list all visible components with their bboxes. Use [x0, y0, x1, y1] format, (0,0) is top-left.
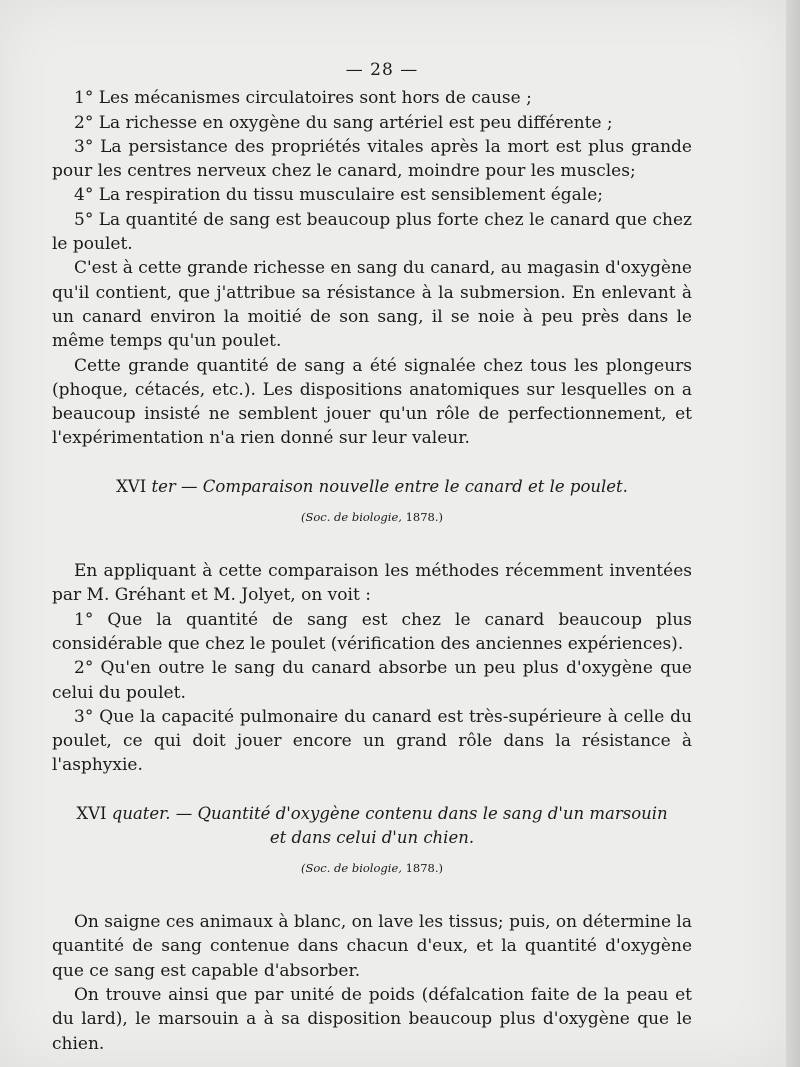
paragraph: Cette grande quantité de sang a été signalée chez tous les plongeurs (phoque, cétacés, etc.). Les dispositions anatomiques sur lesquelles on a beaucoup insisté ne semblent jouer qu'un rôle de perfectionnement, et l'expérimentation n'a rien donné sur leur valeur.	[52, 355, 692, 449]
document-body	[52, 58, 692, 1056]
page-number: — 28 —	[345, 60, 419, 80]
list-item: 3° Que la capacité pulmonaire du canard est très-supérieure à celle du poulet, ce qui doit jouer encore un grand rôle dans la résistance à l'asphyxie.	[52, 706, 692, 776]
section-qualifier: ter	[151, 476, 176, 496]
list-item: 2° La richesse en oxygène du sang artériel est peu différente ;	[74, 112, 613, 133]
source-name: (Soc. de biologie,	[300, 860, 402, 875]
paragraph: On trouve ainsi que par unité de poids (défalcation faite de la peau et du lard), le marsouin a à sa disposition beaucoup plus d'oxygène que le chien.	[52, 984, 692, 1054]
section-title-line-1: — Quantité d'oxygène contenu dans le sang d'un marsouin	[175, 803, 668, 823]
section-qualifier: quater.	[111, 803, 171, 823]
paragraph: On saigne ces animaux à blanc, on lave les tissus; puis, on détermine la quantité de sang contenue dans chacun d'eux, et la quantité d'oxygène que ce sang est capable d'absorber.	[52, 912, 692, 981]
list-item: 5° La quantité de sang est beaucoup plus forte chez le canard que chez le poulet.	[52, 209, 692, 255]
paragraph: C'est à cette grande richesse en sang du canard, au magasin d'oxygène qu'il contient, que j'attribue sa résistance à la submersion. En enlevant à un canard environ la moitié de son sang, il se noie à peu près dans le même temps qu'un poulet.	[52, 258, 692, 352]
section-title: — Comparaison nouvelle entre le canard et le poulet.	[181, 476, 628, 496]
section-heading-ter	[52, 475, 692, 499]
page-edge	[786, 0, 800, 1067]
list-item: 4° La respiration du tissu musculaire est sensiblement égale;	[74, 185, 604, 206]
source-year: 1878.)	[405, 860, 443, 875]
section-title-line-2: et dans celui d'un chien.	[269, 827, 475, 847]
section-source	[52, 856, 692, 880]
section-number: XVI	[76, 803, 107, 823]
section-number: XVI	[116, 476, 147, 496]
source-name: (Soc. de biologie,	[300, 509, 402, 524]
source-year: 1878.)	[405, 509, 443, 524]
list-item: 2° Qu'en outre le sang du canard absorbe un peu plus d'oxygène que celui du poulet.	[52, 658, 692, 703]
section-heading-quater	[52, 802, 692, 850]
paragraph: En appliquant à cette comparaison les méthodes récemment inventées par M. Gréhant et M. Jolyet, on voit :	[52, 561, 692, 606]
list-item: 1° Les mécanismes circulatoires sont hors de cause ;	[74, 88, 532, 109]
section-source	[52, 505, 692, 529]
list-item: 3° La persistance des propriétés vitales après la mort est plus grande pour les centres nerveux chez le canard, moindre pour les muscles;	[52, 136, 692, 182]
list-item: 1° Que la quantité de sang est chez le canard beaucoup plus considérable que chez le poulet (vérification des anciennes expériences).	[52, 609, 692, 654]
